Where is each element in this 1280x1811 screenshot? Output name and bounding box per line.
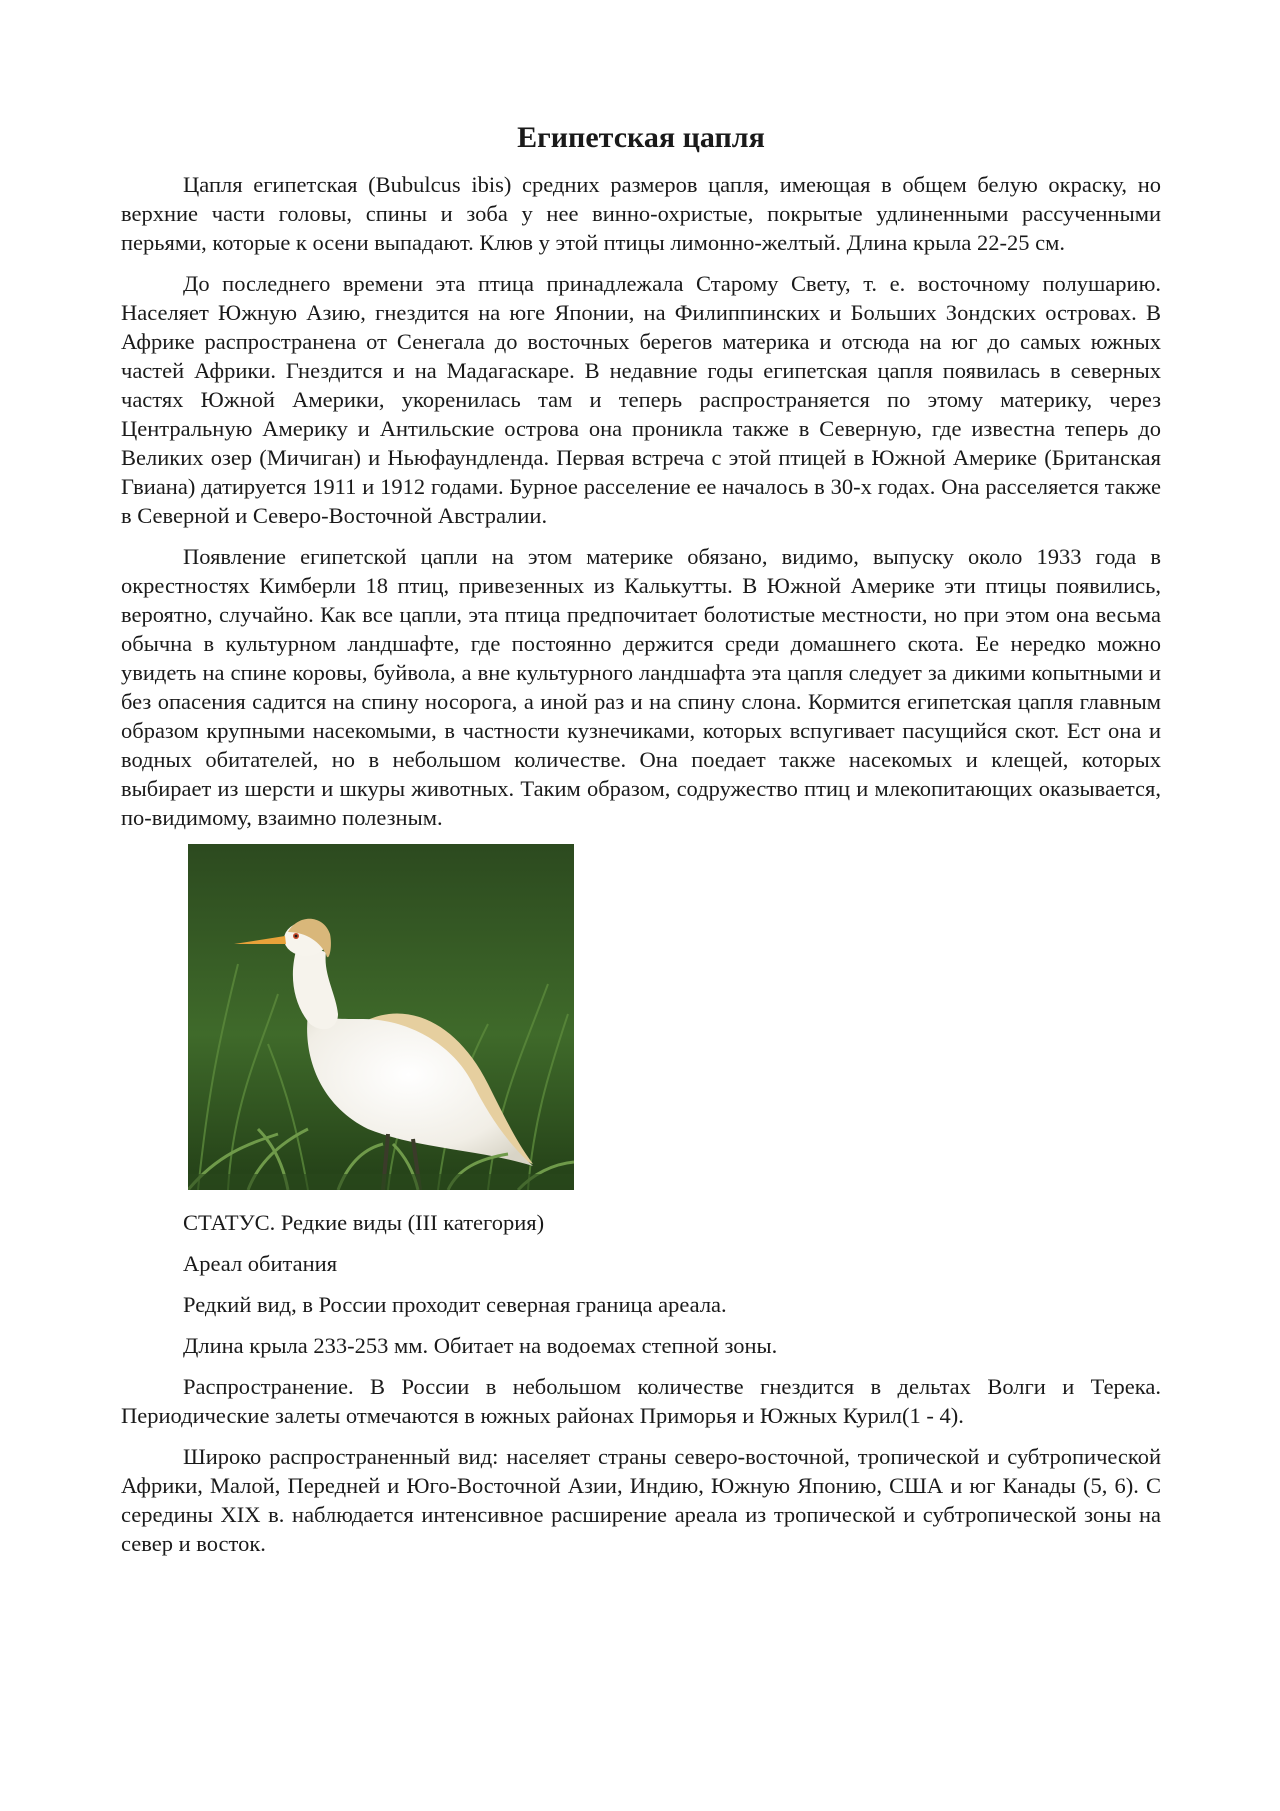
rare-species-line: Редкий вид, в России проходит северная граница ареала. [183,1292,727,1317]
paragraph-description: Цапля египетская (Bubulcus ibis) средних размеров цапля, имеющая в общем белую окраску, но верхние части головы, спины и зоба у нее винно-охристые, покрытые удлиненными рассученными перьями, которые к осени выпадают. Клюв у этой птицы лимонно-желтый. Длина крыла 22-25 см. [121,172,1161,255]
page-title: Египетская цапля [517,121,765,154]
paragraph-wide-range: Широко распространенный вид: населяет страны северо-восточной, тропической и субтропической Африки, Малой, Передней и Юго-Восточной Азии, Индию, Южную Японию, США и юг Канады (5, 6). С середины XIX в. наблюдается интенсивное расширение ареала из тропической и субтропической зоны на север и восток. [121,1444,1161,1556]
paragraph-behaviour: Появление египетской цапли на этом материке обязано, видимо, выпуску около 1933 года в окрестностях Кимберли 18 птиц, привезенных из Калькутты. В Южной Америке эти птицы появились, вероятно, случайно. Как все цапли, эта птица предпочитает болотистые местности, но при этом она весьма обычна в культурном ландшафте, где постоянно держится среди домашнего скота. Ее нередко можно увидеть на спине коровы, буйвола, а вне культурного ландшафта эта цапля следует за дикими копытными и без опасения садится на спину носорога, а иной раз и на спину слона. Кормится египетская цапля главным образом крупными насекомыми, в частности кузнечиками, которых вспугивает пасущийся скот. Ест она и водных обитателей, но в небольшом количестве. Она поедает также насекомых и клещей, которых выбирает из шерсти и шкуры животных. Таким образом, содружество птиц и млекопитающих оказывается, по-видимому, взаимно полезным. [121,544,1161,830]
egret-photo [188,844,574,1190]
status-line: СТАТУС. Редкие виды (III категория) [183,1210,545,1235]
egret-illustration [188,844,574,1190]
document-page [121,118,1161,1570]
paragraph-distribution: До последнего времени эта птица принадлежала Старому Свету, т. е. восточному полушарию. Населяет Южную Азию, гнездится на юге Японии, на Филиппинских и Больших Зондских островах. В Африке распространена от Сенегала до восточных берегов материка и отсюда на юг до самых южных частей Африки. Гнездится и на Мадагаскаре. В недавние годы египетская цапля появилась в северных частях Южной Америки, укоренилась там и теперь распространяется по этому материку, через Центральную Америку и Антильские острова она проникла также в Северную, где известна теперь до Великих озер (Мичиган) и Ньюфаундленда. Первая встреча с этой птицей в Южной Америке (Британская Гвиана) датируется 1911 и 1912 годами. Бурное расселение ее началось в 30-х годах. Она расселяется также в Северной и Северо-Восточной Австралии. [121,271,1161,528]
habitat-heading: Ареал обитания [183,1251,338,1276]
wing-length-line: Длина крыла 233-253 мм. Обитает на водоемах степной зоны. [183,1333,778,1358]
paragraph-russia-distribution: Распространение. В России в небольшом количестве гнездится в дельтах Волги и Терека. Периодические залеты отмечаются в южных районах Приморья и Южных Курил(1 - 4). [121,1374,1161,1428]
